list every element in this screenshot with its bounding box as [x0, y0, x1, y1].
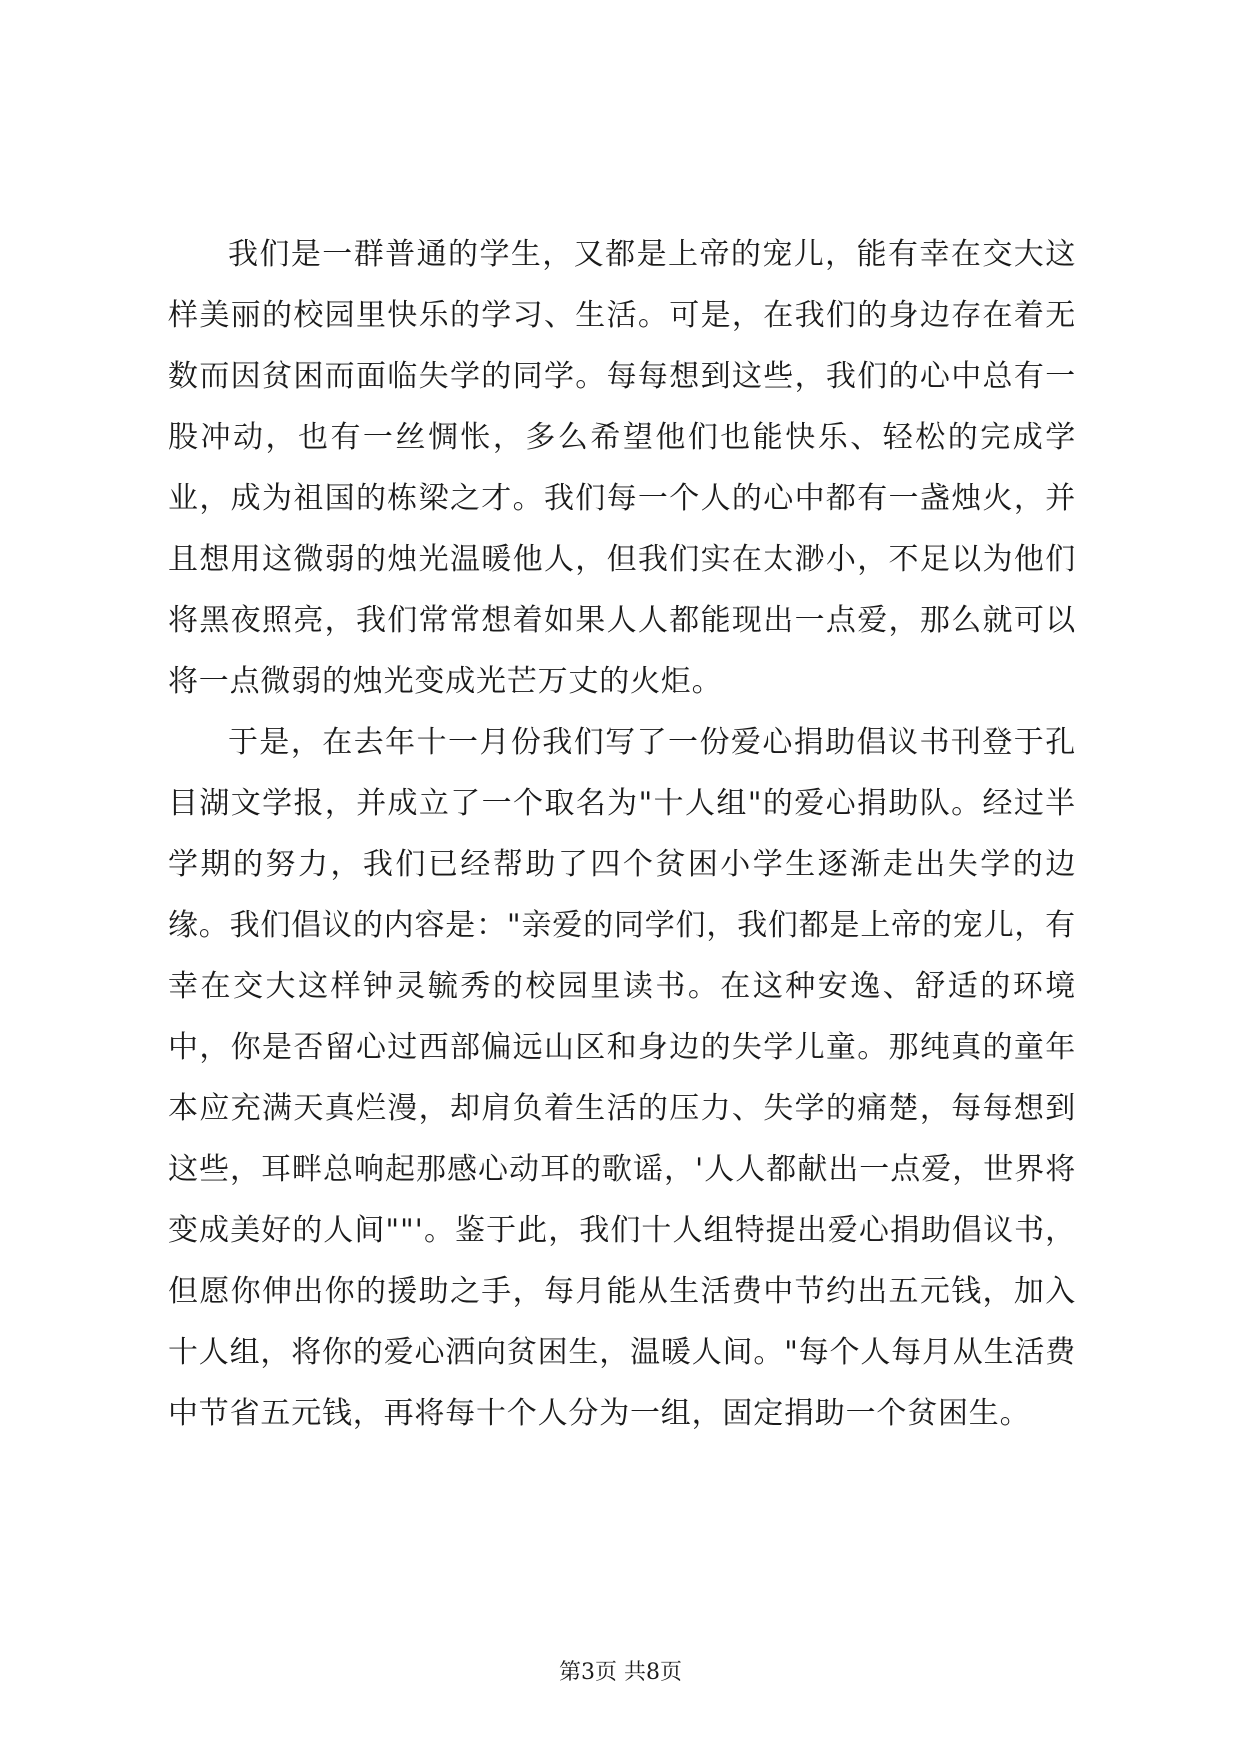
- paragraph-1: 我们是一群普通的学生，又都是上帝的宠儿，能有幸在交大这样美丽的校园里快乐的学习、生活。可是，在我们的身边存在着无数而因贫困而面临失学的同学。每每想到这些，我们的心中总有一股冲动，也有一丝惆怅，多么希望他们也能快乐、轻松的完成学业，成为祖国的栋梁之才。我们每一个人的心中都有一盏烛火，并且想用这微弱的烛光温暖他人，但我们实在太渺小，不足以为他们将黑夜照亮，我们常常想着如果人人都能现出一点爱，那么就可以将一点微弱的烛光变成光芒万丈的火炬。: [168, 237, 1076, 699]
- page-footer: 第3页 共8页: [559, 1660, 682, 1685]
- document-body: [168, 224, 1076, 1444]
- paragraph-2: 于是，在去年十一月份我们写了一份爱心捐助倡议书刊登于孔目湖文学报，并成立了一个取名为"十人组"的爱心捐助队。经过半学期的努力，我们已经帮助了四个贫困小学生逐渐走出失学的边缘。我们倡议的内容是："亲爱的同学们，我们都是上帝的宠儿，有幸在交大这样钟灵毓秀的校园里读书。在这种安逸、舒适的环境中，你是否留心过西部偏远山区和身边的失学儿童。那纯真的童年本应充满天真烂漫，却肩负着生活的压力、失学的痛楚，每每想到这些，耳畔总响起那感心动耳的歌谣，'人人都献出一点爱，世界将变成美好的人间""'。鉴于此，我们十人组特提出爱心捐助倡议书，但愿你伸出你的援助之手，每月能从生活费中节约出五元钱，加入十人组，将你的爱心洒向贫困生，温暖人间。"每个人每月从生活费中节省五元钱，再将每十个人分为一组，固定捐助一个贫困生。: [168, 725, 1076, 1431]
